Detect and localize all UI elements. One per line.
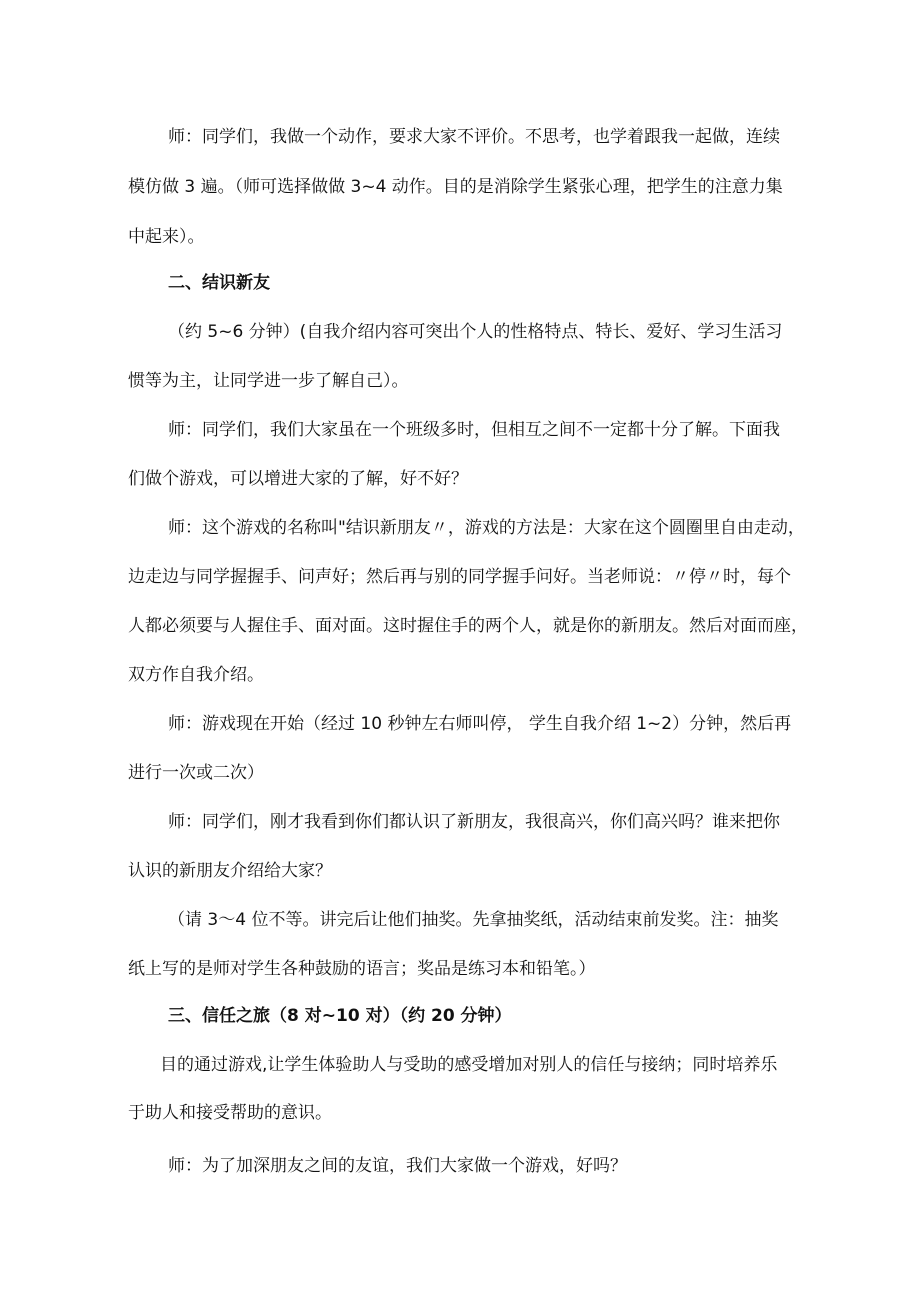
heading-text: 三、信任之旅（8 对~10 对）（约 20 分钟） [168, 1006, 512, 1026]
text-line: 于助人和接受帮助的意识。 [128, 1103, 332, 1123]
text-line: 师：为了加深朋友之间的友谊，我们大家做一个游戏，好吗？ [168, 1156, 627, 1176]
text-line: 师：游戏现在开始（经过 10 秒钟左右师叫停， 学生自我介绍 1~2）分钟，然后再 [168, 714, 792, 734]
text-line: 模仿做 3 遍。（师可选择做做 3~4 动作。目的是消除学生紧张心理，把学生的注意力集 [128, 177, 783, 197]
text-line: 进行一次或二次） [128, 763, 264, 783]
text-line: 人都必须要与人握住手、面对面。这时握住手的两个人，就是你的新朋友。然后对面而座， [128, 616, 808, 636]
text-line: 惯等为主，让同学进一步了解自己）。 [128, 371, 409, 391]
text-line: 师：同学们，刚才我看到你们都认识了新朋友，我很高兴，你们高兴吗？谁来把你 [168, 812, 780, 832]
text-line: 中起来）。 [128, 227, 205, 247]
text-line: （请 3～4 位不等。讲完后让他们抽奖。先拿抽奖纸，活动结束前发奖。注：抽奖 [168, 910, 779, 930]
text-line: （约 5~6 分钟）(自我介绍内容可突出个人的性格特点、特长、爱好、学习生活习 [168, 322, 783, 342]
text-line: 目的通过游戏,让学生体验助人与受助的感受增加对别人的信任与接纳；同时培养乐 [160, 1055, 778, 1075]
text-line: 们做个游戏，可以增进大家的了解，好不好？ [128, 469, 468, 489]
heading-text: 二、结识新友 [168, 273, 270, 293]
text-line: 师：这个游戏的名称叫"结识新朋友〃，游戏的方法是：大家在这个圆圈里自由走动， [168, 518, 805, 538]
text-line: 师：同学们，我做一个动作，要求大家不评价。不思考，也学着跟我一起做，连续 [168, 127, 780, 147]
text-line: 纸上写的是师对学生各种鼓励的语言；奖品是练习本和铅笔。） [128, 959, 596, 979]
text-line: 认识的新朋友介绍给大家？ [128, 861, 332, 881]
text-line: 师：同学们，我们大家虽在一个班级多时，但相互之间不一定都十分了解。下面我 [168, 420, 780, 440]
text-line: 双方作自我介绍。 [128, 665, 264, 685]
text-line: 边走边与同学握握手、问声好；然后再与别的同学握手问好。当老师说：〃停〃时，每个 [128, 567, 791, 587]
